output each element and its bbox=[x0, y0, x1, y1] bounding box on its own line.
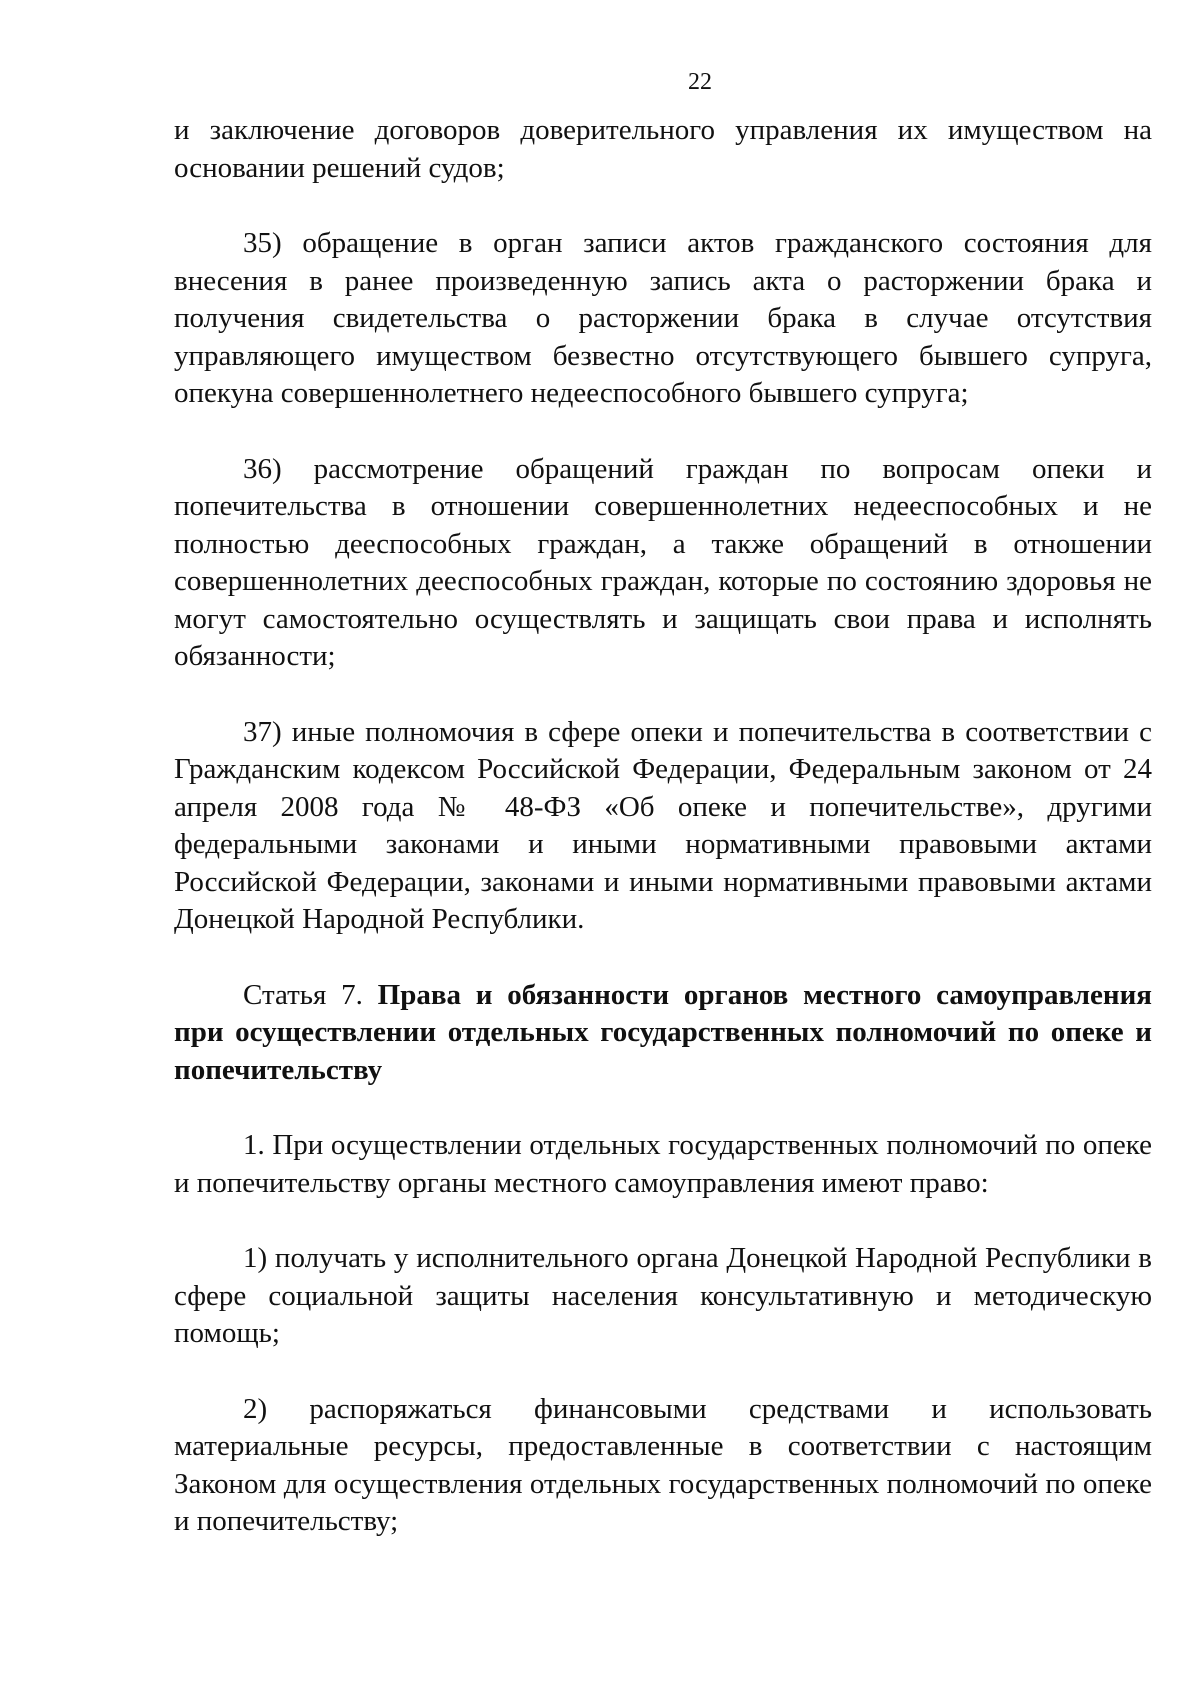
article-paragraph-1: 1. При осуществлении отдельных государственных полномочий по опеке и попечительству органы местного самоуправления имеют право: bbox=[174, 1129, 1152, 1199]
paragraph-item-35: 35) обращение в орган записи актов гражданского состояния для внесения в ранее произведенную запись акта о расторжении брака и получения свидетельства о расторжении брака в случае отсутствия управляющего имуществом безвестно отсутствующего бывшего супруга, опекуна совершеннолетнего недееспособного бывшего супруга; bbox=[174, 227, 1152, 409]
paragraph-item-36: 36) рассмотрение обращений граждан по вопросам опеки и попечительства в отношении совершеннолетних недееспособных и не полностью дееспособных граждан, а также обращений в отношении совершеннолетних дееспособных граждан, которые по состоянию здоровья не могут самостоятельно осуществлять и защищать свои права и исполнять обязанности; bbox=[174, 452, 1152, 672]
article-subitem-1: 1) получать у исполнительного органа Донецкой Народной Республики в сфере социальной защиты населения консультативную и методическую помощь; bbox=[174, 1242, 1152, 1349]
article-heading bbox=[174, 977, 1152, 1090]
document-body bbox=[174, 112, 1152, 1579]
paragraph-item-37: 37) иные полномочия в сфере опеки и попечительства в соответствии с Гражданским кодексом Российской Федерации, Федеральным законом от 24 апреля 2008 года № 48-ФЗ «Об опеке и попечительстве», другими федеральными законами и иными нормативными правовыми актами Российской Федерации, законами и иными нормативными правовыми актами Донецкой Народной Республики. bbox=[174, 715, 1152, 935]
article-number: Статья 7. bbox=[243, 978, 378, 1011]
page-number: 22 bbox=[688, 69, 712, 95]
article-title: Права и обязанности органов местного самоуправления при осуществлении отдельных государственных полномочий по опеке и попечительству bbox=[174, 978, 1152, 1086]
article-subitem-2: 2) распоряжаться финансовыми средствами и использовать материальные ресурсы, предоставленные в соответствии с настоящим Законом для осуществления отдельных государственных полномочий по опеке и попечительству; bbox=[174, 1392, 1152, 1537]
paragraph-continuation: и заключение договоров доверительного управления их имуществом на основании решений судов; bbox=[174, 114, 1152, 184]
